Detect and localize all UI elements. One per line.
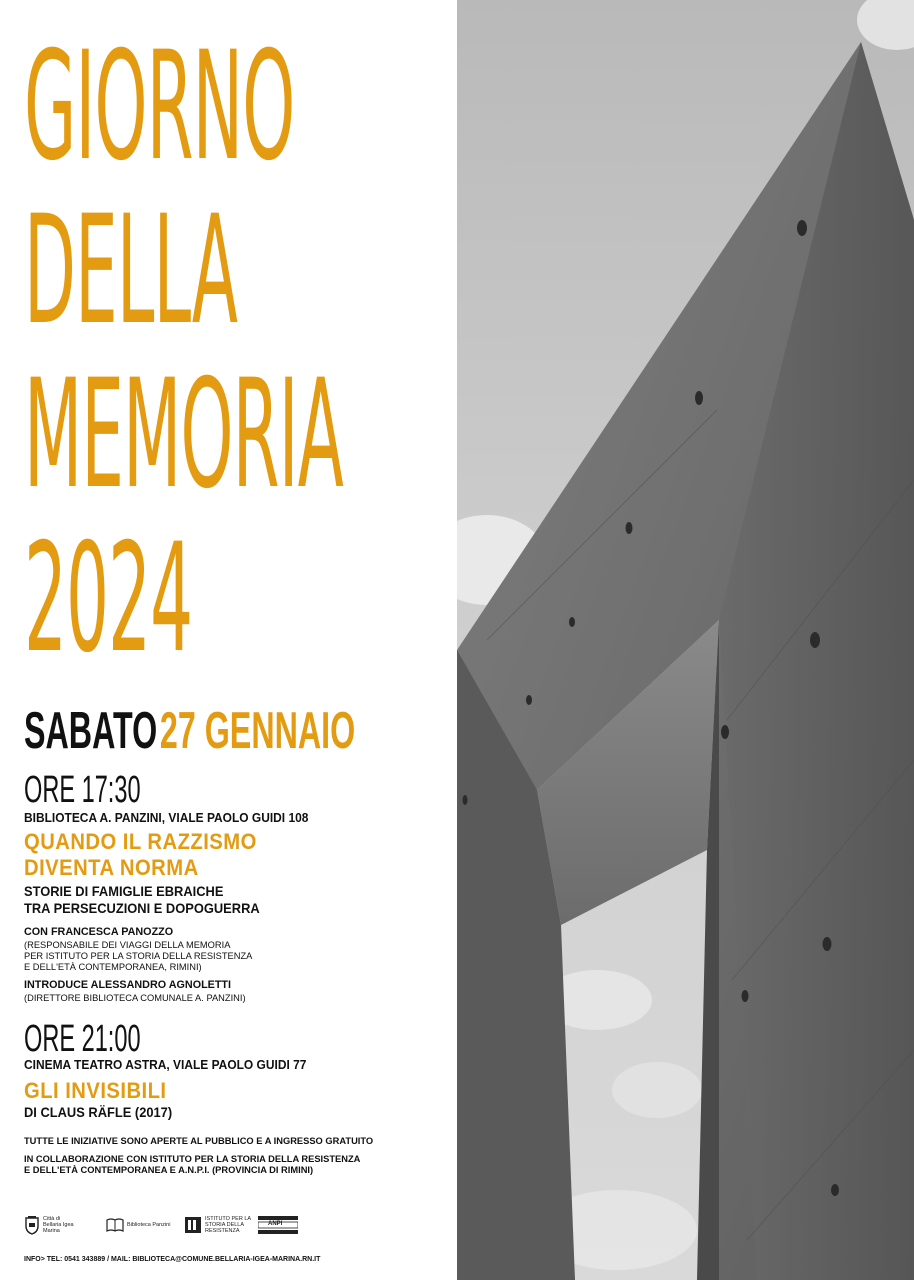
event1-subtitle-line: TRA PERSECUZIONI E DOPOGUERRA [24, 900, 260, 916]
event2-time: ORE 21:00 [24, 1018, 141, 1060]
title-line: GIORNO [24, 20, 295, 194]
city-logo [24, 1212, 77, 1238]
event1-venue: BIBLIOTECA A. PANZINI, VIALE PAOLO GUIDI 108 [24, 810, 309, 825]
anpi-logo [258, 1212, 298, 1238]
partner-logos [24, 1212, 444, 1238]
title-line: MEMORIA [24, 348, 343, 522]
collaboration-note: IN COLLABORAZIONE CON ISTITUTO PER LA STORIA DELLA RESISTENZA [24, 1154, 361, 1165]
title-line: DELLA [24, 184, 238, 358]
poster-title [24, 20, 444, 686]
institute-logo-label: ISTITUTO PER LA STORIA DELLA RESISTENZA [205, 1216, 251, 1234]
contact-info: INFO> TEL: 0541 343889 / MAIL: BIBLIOTECA@COMUNE.BELLARIA-IGEA-MARINA.RN.IT [24, 1256, 321, 1263]
date-day: SABATO [24, 702, 158, 760]
city-logo-label: Città di Bellaria Igea Marina [43, 1216, 74, 1234]
event1-speaker-role: PER ISTITUTO PER LA STORIA DELLA RESISTENZA [24, 951, 253, 962]
event1-speaker-role: (RESPONSABILE DEI VIAGGI DELLA MEMORIA [24, 940, 231, 951]
event2-venue: CINEMA TEATRO ASTRA, VIALE PAOLO GUIDI 77 [24, 1057, 307, 1072]
event1-speaker: CON FRANCESCA PANOZZO [24, 926, 174, 938]
event1-intro-role: (DIRETTORE BIBLIOTECA COMUNALE A. PANZINI) [24, 993, 246, 1004]
title-line: 2024 [24, 512, 193, 686]
event1-subtitle-line: STORIE DI FAMIGLIE EBRAICHE [24, 883, 224, 899]
event1-title-line: DIVENTA NORMA [24, 855, 199, 880]
event1-speaker-role: E DELL'ETÀ CONTEMPORANEA, RIMINI) [24, 962, 202, 973]
book-icon [106, 1217, 124, 1233]
event2-subtitle: DI CLAUS RÄFLE (2017) [24, 1104, 173, 1120]
event2-title: GLI INVISIBILI [24, 1078, 167, 1103]
free-entry-note: TUTTE LE INIZIATIVE SONO APERTE AL PUBBLICO E A INGRESSO GRATUITO [24, 1136, 374, 1147]
city-crest-icon [24, 1215, 40, 1235]
event1-time: ORE 17:30 [24, 769, 141, 811]
collaboration-note: E DELL'ETÀ CONTEMPORANEA E A.N.P.I. (PROVINCIA DI RIMINI) [24, 1165, 314, 1176]
monument-image [457, 0, 914, 1280]
event1-title-line: QUANDO IL RAZZISMO [24, 829, 257, 854]
event1-intro: INTRODUCE ALESSANDRO AGNOLETTI [24, 979, 232, 991]
library-logo-label: Biblioteca Panzini [127, 1222, 171, 1228]
institute-emblem-icon [184, 1216, 202, 1234]
anpi-logo-label: ANPI [268, 1221, 283, 1227]
library-logo [106, 1212, 173, 1238]
institute-logo [184, 1212, 261, 1238]
concrete-monument-photo [457, 0, 914, 1280]
date-rest: 27 GENNAIO [159, 702, 356, 760]
